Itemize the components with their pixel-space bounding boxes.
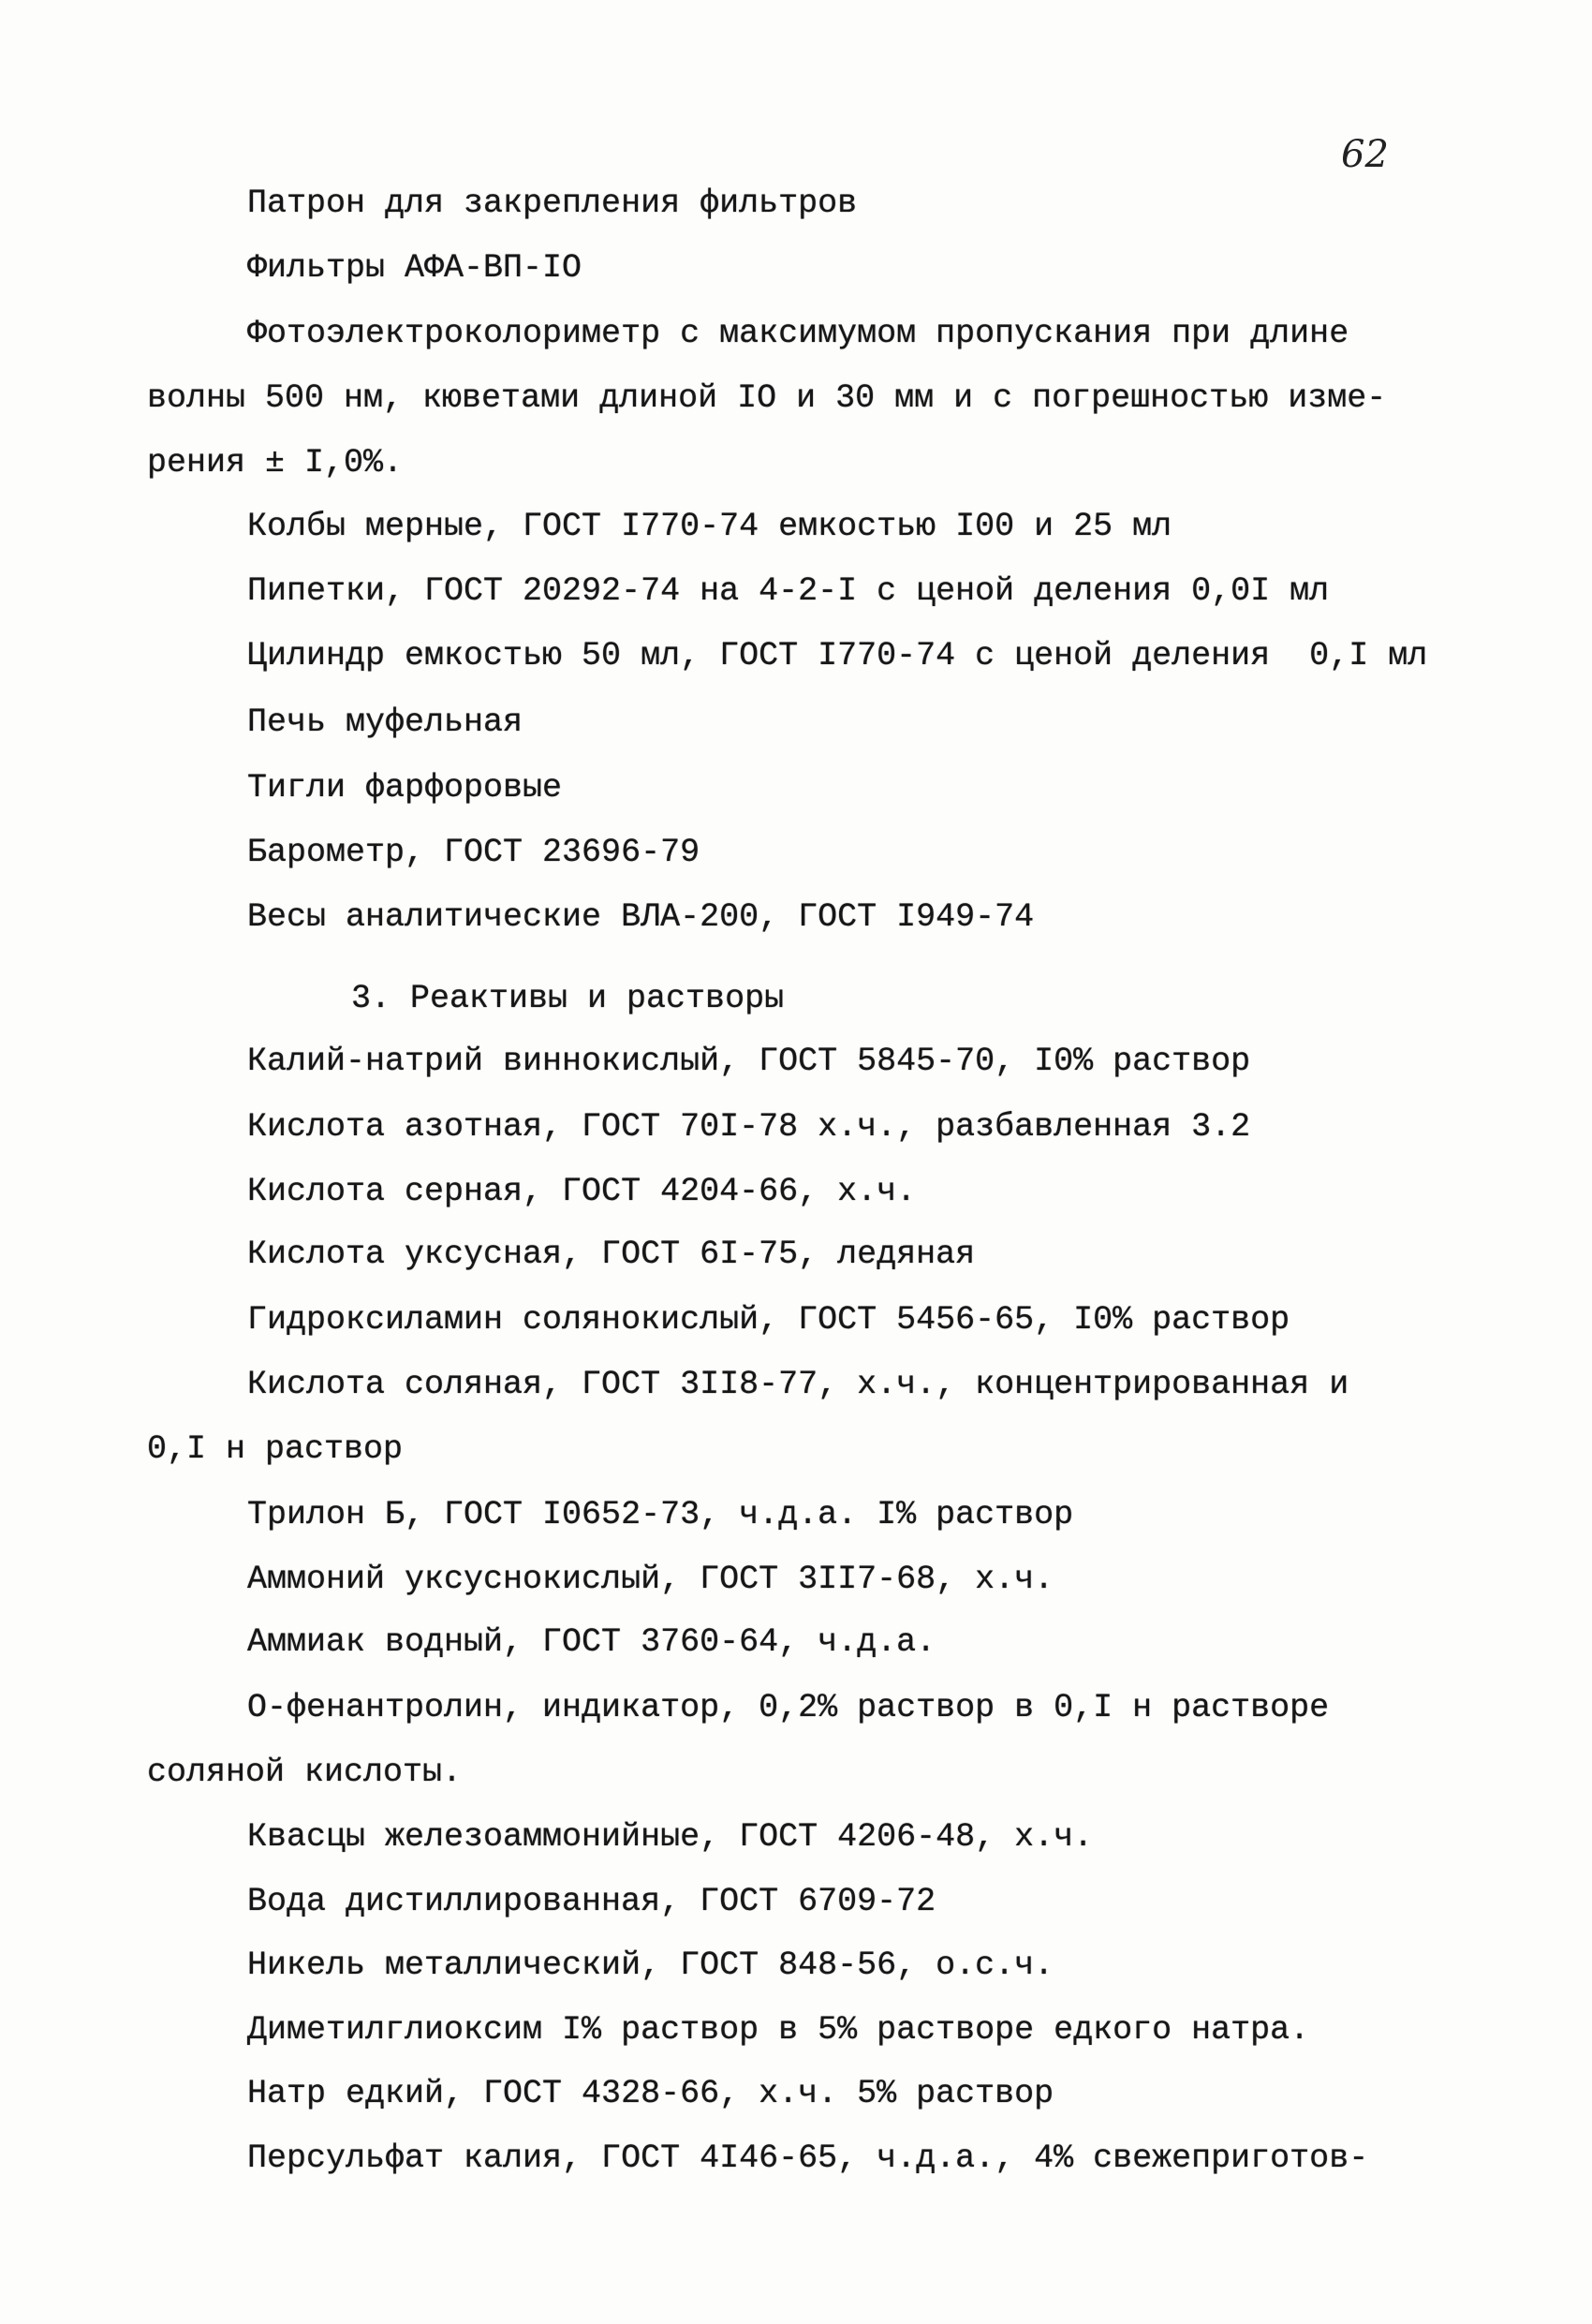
- reagent-line: Калий-натрий виннокислый, ГОСТ 5845-70, I0% раствор: [247, 1043, 1251, 1080]
- equipment-line: рения ± I,0%.: [147, 444, 404, 481]
- reagent-line: Персульфат калия, ГОСТ 4I46-65, ч.д.а., 4% свежеприготов-: [247, 2139, 1369, 2177]
- equipment-line: Пипетки, ГОСТ 20292-74 на 4-2-I с ценой деления 0,0I мл: [247, 572, 1330, 610]
- reagent-line: Кислота соляная, ГОСТ 3II8-77, х.ч., концентрированная и: [247, 1366, 1349, 1403]
- reagent-line: 0,I н раствор: [147, 1430, 404, 1468]
- reagent-line: Никель металлический, ГОСТ 848-56, о.с.ч.: [247, 1947, 1054, 1984]
- equipment-line: Барометр, ГОСТ 23696-79: [247, 834, 700, 871]
- equipment-line: Весы аналитические ВЛА-200, ГОСТ I949-74: [247, 898, 1035, 936]
- reagent-line: Кислота серная, ГОСТ 4204-66, х.ч.: [247, 1173, 917, 1210]
- reagent-line: Натр едкий, ГОСТ 4328-66, х.ч. 5% раствор: [247, 2075, 1054, 2112]
- equipment-line: волны 500 нм, кюветами длиной IО и 30 мм и с погрешностью изме-: [147, 379, 1387, 417]
- equipment-line: Фотоэлектроколориметр с максимумом пропускания при длине: [247, 315, 1349, 352]
- equipment-line: Колбы мерные, ГОСТ I770-74 емкостью I00 и 25 мл: [247, 508, 1172, 545]
- reagent-line: Вода дистиллированная, ГОСТ 6709-72: [247, 1883, 936, 1920]
- reagent-line: Гидроксиламин солянокислый, ГОСТ 5456-65, I0% раствор: [247, 1301, 1290, 1339]
- section-heading: 3. Реактивы и растворы: [351, 980, 785, 1017]
- reagent-line: О-фенантролин, индикатор, 0,2% раствор в 0,I н растворе: [247, 1689, 1330, 1726]
- equipment-line: Цилиндр емкостью 50 мл, ГОСТ I770-74 с ценой деления 0,I мл: [247, 637, 1428, 674]
- reagent-line: Диметилглиоксим I% раствор в 5% растворе едкого натра.: [247, 2011, 1310, 2049]
- reagent-line: Трилон Б, ГОСТ I0652-73, ч.д.а. I% раствор: [247, 1496, 1074, 1533]
- page-number: 62: [1341, 133, 1389, 176]
- equipment-line: Фильтры АФА-ВП-IО: [247, 249, 582, 287]
- equipment-line: Тигли фарфоровые: [247, 769, 563, 807]
- reagent-line: Кислота азотная, ГОСТ 70I-78 х.ч., разбавленная 3.2: [247, 1108, 1251, 1146]
- reagent-line: Аммиак водный, ГОСТ 3760-64, ч.д.а.: [247, 1623, 936, 1661]
- reagent-line: Аммоний уксуснокислый, ГОСТ 3II7-68, х.ч.: [247, 1561, 1054, 1598]
- equipment-line: Патрон для закрепления фильтров: [247, 185, 858, 222]
- equipment-line: Печь муфельная: [247, 703, 523, 741]
- reagent-line: Кислота уксусная, ГОСТ 6I-75, ледяная: [247, 1236, 976, 1273]
- reagent-line: Квасцы железоаммонийные, ГОСТ 4206-48, х.ч.: [247, 1818, 1094, 1856]
- reagent-line: соляной кислоты.: [147, 1754, 463, 1791]
